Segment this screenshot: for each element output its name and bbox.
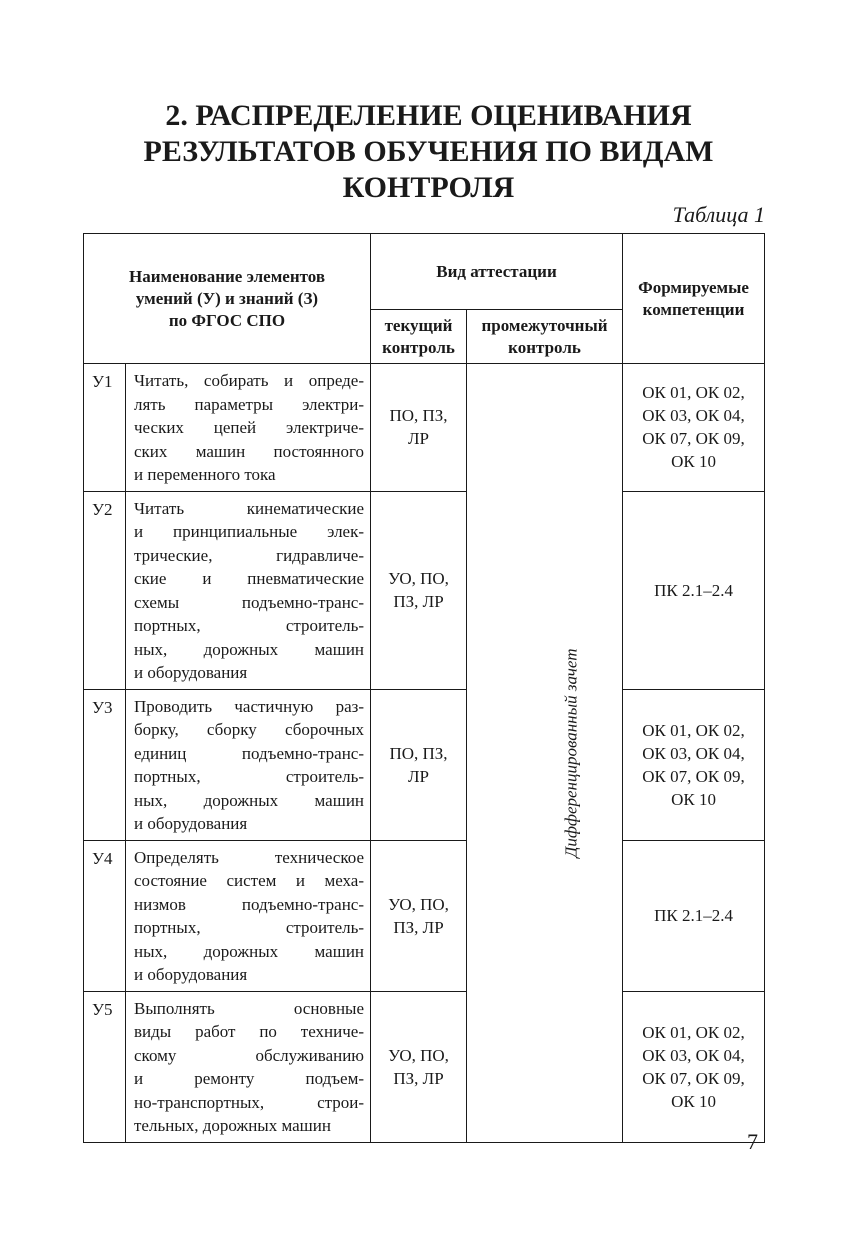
assessment-table — [83, 233, 765, 1143]
current-control: УО, ПО, ПЗ, ЛР — [371, 840, 467, 991]
title-line: 2. РАСПРЕДЕЛЕНИЕ ОЦЕНИВАНИЯ — [165, 99, 692, 132]
competencies: ПК 2.1–2.4 — [623, 840, 765, 991]
skill-description: Читать кинематические и принципиальные элек- трические, гидравличе- ские и пневматические схемы подъемно-транс- портных, строитель- ных, дорожных машин и оборудования — [126, 491, 371, 689]
current-control: ПО, ПЗ, ЛР — [371, 364, 467, 492]
header-attestation: Вид аттестации — [371, 234, 623, 310]
header-current-control: текущий контроль — [371, 310, 467, 364]
table-row — [84, 840, 765, 991]
skill-description: Читать, собирать и опреде- лять параметры электри- ческих цепей электриче- ских машин постоянного и переменного тока — [126, 364, 371, 492]
skill-code: У4 — [84, 840, 126, 991]
table-label: Таблица 1 — [672, 202, 765, 227]
current-control: УО, ПО, ПЗ, ЛР — [371, 491, 467, 689]
header-elements: Наименование элементов умений (У) и знаний (З) по ФГОС СПО — [84, 234, 371, 364]
current-control: ПО, ПЗ, ЛР — [371, 689, 467, 840]
header-interim-control: промежуточный контроль — [467, 310, 623, 364]
current-control: УО, ПО, ПЗ, ЛР — [371, 991, 467, 1142]
competencies: ОК 01, ОК 02, ОК 03, ОК 04, ОК 07, ОК 09, ОК 10 — [623, 364, 765, 492]
interim-control-value: Дифференцированный зачет — [561, 648, 581, 858]
interim-control-merged — [467, 364, 623, 1143]
page-number: 7 — [747, 1129, 758, 1154]
competencies: ОК 01, ОК 02, ОК 03, ОК 04, ОК 07, ОК 09, ОК 10 — [623, 689, 765, 840]
skill-code: У3 — [84, 689, 126, 840]
table-row — [84, 491, 765, 689]
table-row — [84, 689, 765, 840]
competencies: ПК 2.1–2.4 — [623, 491, 765, 689]
skill-description: Проводить частичную раз- борку, сборку сборочных единиц подъемно-транс- портных, строитель- ных, дорожных машин и оборудования — [126, 689, 371, 840]
skill-description: Определять техническое состояние систем и меха- низмов подъемно-транс- портных, строитель- ных, дорожных машин и оборудования — [126, 840, 371, 991]
table-row — [84, 991, 765, 1142]
skill-code: У2 — [84, 491, 126, 689]
section-title — [60, 98, 797, 206]
skill-code: У1 — [84, 364, 126, 492]
competencies: ОК 01, ОК 02, ОК 03, ОК 04, ОК 07, ОК 09, ОК 10 — [623, 991, 765, 1142]
header-competencies: Формируемые компетенции — [623, 234, 765, 364]
skill-code: У5 — [84, 991, 126, 1142]
table-row — [84, 364, 765, 492]
title-line: РЕЗУЛЬТАТОВ ОБУЧЕНИЯ ПО ВИДАМ — [143, 135, 714, 168]
skill-description: Выполнять основные виды работ по техниче- скому обслуживанию и ремонту подъем- но-транспортных, строи- тельных, дорожных машин — [126, 991, 371, 1142]
title-line: КОНТРОЛЯ — [342, 171, 515, 204]
